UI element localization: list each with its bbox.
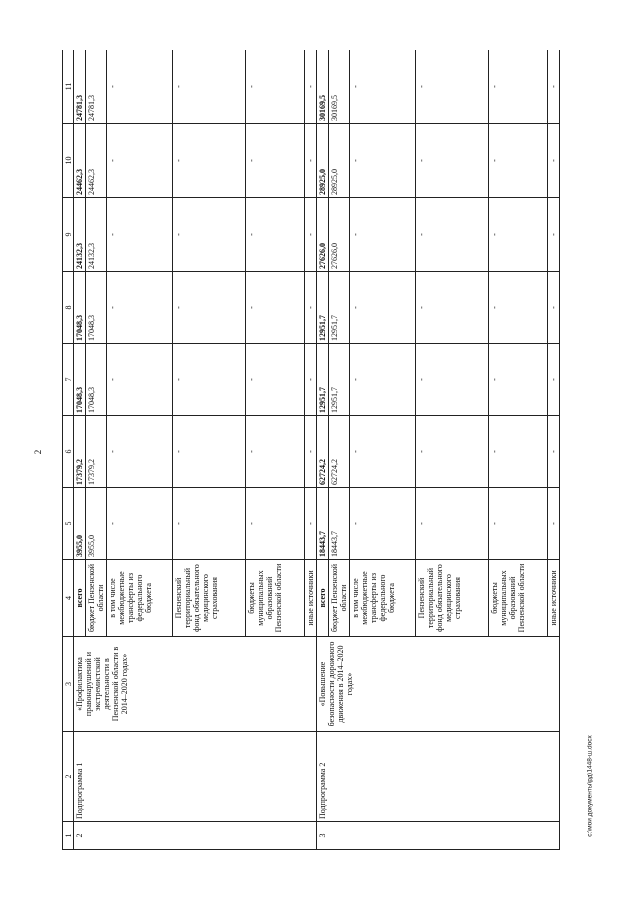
column-number: 9 (63, 198, 74, 272)
funding-value: 28925,0 (316, 124, 328, 198)
funding-value: - (415, 124, 489, 198)
funding-value: - (547, 124, 559, 198)
funding-value: 17048,3 (86, 344, 107, 416)
funding-value: - (304, 344, 316, 416)
funding-value: - (246, 488, 304, 560)
column-number: 3 (63, 637, 74, 732)
column-number: 10 (63, 124, 74, 198)
funding-value: - (415, 344, 489, 416)
funding-value: - (107, 416, 173, 488)
subprogram-name: Подпрограмма 1 (74, 732, 317, 822)
funding-value: - (489, 416, 547, 488)
funding-value: - (304, 488, 316, 560)
funding-value: - (304, 198, 316, 272)
funding-value: - (350, 198, 416, 272)
funding-value: - (172, 416, 246, 488)
funding-value: - (547, 416, 559, 488)
funding-source: в том числе межбюджетные трансферты из федерального бюджета (350, 560, 416, 637)
funding-value: - (172, 272, 246, 344)
column-number: 1 (63, 822, 74, 850)
column-number: 4 (63, 560, 74, 637)
funding-value: 12951,7 (329, 272, 350, 344)
file-path-footer: c:\мои документы\рд\1448-ш.docx (586, 735, 594, 837)
funding-source: иные источники (547, 560, 559, 637)
funding-value: - (107, 198, 173, 272)
subprogram-title: «Повышение безопасности дорожного движения в 2014–2020 годах» (316, 637, 559, 732)
column-number: 2 (63, 732, 74, 822)
funding-value: - (547, 198, 559, 272)
funding-source: в том числе межбюджетные трансферты из федерального бюджета (107, 560, 173, 637)
funding-value: 17048,3 (74, 344, 86, 416)
funding-value: 27626,0 (316, 198, 328, 272)
funding-source: иные источники (304, 560, 316, 637)
funding-value: 3955,0 (86, 488, 107, 560)
funding-value: - (107, 488, 173, 560)
funding-value: - (415, 488, 489, 560)
funding-value: 17379,2 (74, 416, 86, 488)
funding-value: 17048,3 (86, 272, 107, 344)
funding-value: - (246, 124, 304, 198)
column-number: 11 (63, 50, 74, 124)
funding-value: - (350, 344, 416, 416)
funding-value: 24132,3 (86, 198, 107, 272)
funding-value: 12951,7 (329, 344, 350, 416)
funding-value: 17379,2 (86, 416, 107, 488)
funding-value: - (172, 198, 246, 272)
funding-source: бюджет Пензенской области (329, 560, 350, 637)
funding-value: - (246, 344, 304, 416)
funding-value: - (415, 416, 489, 488)
funding-value: - (304, 124, 316, 198)
funding-source: всего (74, 560, 86, 637)
funding-value: 12951,7 (316, 344, 328, 416)
funding-value: - (489, 488, 547, 560)
funding-value: - (246, 198, 304, 272)
funding-value: 24462,3 (86, 124, 107, 198)
funding-value: - (547, 488, 559, 560)
funding-value: - (415, 272, 489, 344)
funding-value: 17048,3 (74, 272, 86, 344)
subprogram-name: Подпрограмма 2 (316, 732, 559, 822)
funding-value: - (489, 50, 547, 124)
funding-value: - (350, 488, 416, 560)
funding-value: - (415, 198, 489, 272)
row-number: 3 (316, 822, 559, 850)
funding-value: - (547, 50, 559, 124)
funding-source: Пензенский территориальный фонд обязательного медицинского страхования (172, 560, 246, 637)
funding-value: - (350, 124, 416, 198)
column-number: 5 (63, 488, 74, 560)
funding-value: - (489, 344, 547, 416)
funding-value: - (547, 344, 559, 416)
column-number: 6 (63, 416, 74, 488)
funding-value: - (107, 272, 173, 344)
funding-value: - (246, 272, 304, 344)
funding-value: - (547, 272, 559, 344)
funding-value: 28925,0 (329, 124, 350, 198)
funding-value: - (172, 124, 246, 198)
funding-value: - (304, 50, 316, 124)
funding-value: 24132,3 (74, 198, 86, 272)
funding-value: - (350, 50, 416, 124)
funding-value: - (172, 488, 246, 560)
funding-value: 18443,7 (329, 488, 350, 560)
funding-value: - (489, 198, 547, 272)
funding-value: - (246, 50, 304, 124)
funding-source: Пензенский территориальный фонд обязательного медицинского страхования (415, 560, 489, 637)
funding-value: 24781,3 (86, 50, 107, 124)
header-row (63, 50, 74, 850)
budget-table (62, 50, 560, 850)
funding-value: 18443,7 (316, 488, 328, 560)
funding-value: - (304, 416, 316, 488)
subprogram-title: «Профилактика правонарушений и экстремистской деятельности в Пензенской области в 2014–2020 годах» (74, 637, 317, 732)
funding-source: бюджеты муниципальных образований Пензенской области (246, 560, 304, 637)
funding-value: - (107, 50, 173, 124)
funding-source: бюджеты муниципальных образований Пензенской области (489, 560, 547, 637)
table-row (74, 50, 86, 850)
funding-value: - (350, 416, 416, 488)
funding-value: 24462,3 (74, 124, 86, 198)
funding-value: - (489, 124, 547, 198)
funding-value: - (172, 50, 246, 124)
funding-value: 30169,5 (329, 50, 350, 124)
funding-value: 27626,0 (329, 198, 350, 272)
funding-value: - (107, 124, 173, 198)
rotated-page (62, 50, 560, 850)
funding-value: - (304, 272, 316, 344)
funding-value: 62724,2 (329, 416, 350, 488)
column-number: 7 (63, 344, 74, 416)
funding-value: - (489, 272, 547, 344)
funding-source: бюджет Пензенской области (86, 560, 107, 637)
row-number: 2 (74, 822, 317, 850)
funding-source: всего (316, 560, 328, 637)
funding-value: - (246, 416, 304, 488)
funding-value: 12951,7 (316, 272, 328, 344)
funding-value: 3955,0 (74, 488, 86, 560)
funding-value: 30169,5 (316, 50, 328, 124)
column-number: 8 (63, 272, 74, 344)
funding-value: - (415, 50, 489, 124)
table-row (316, 50, 328, 850)
funding-value: 62724,2 (316, 416, 328, 488)
funding-value: - (350, 272, 416, 344)
page-number: 2 (33, 449, 43, 455)
funding-value: 24781,3 (74, 50, 86, 124)
funding-value: - (172, 344, 246, 416)
table-container (62, 50, 560, 850)
funding-value: - (107, 344, 173, 416)
